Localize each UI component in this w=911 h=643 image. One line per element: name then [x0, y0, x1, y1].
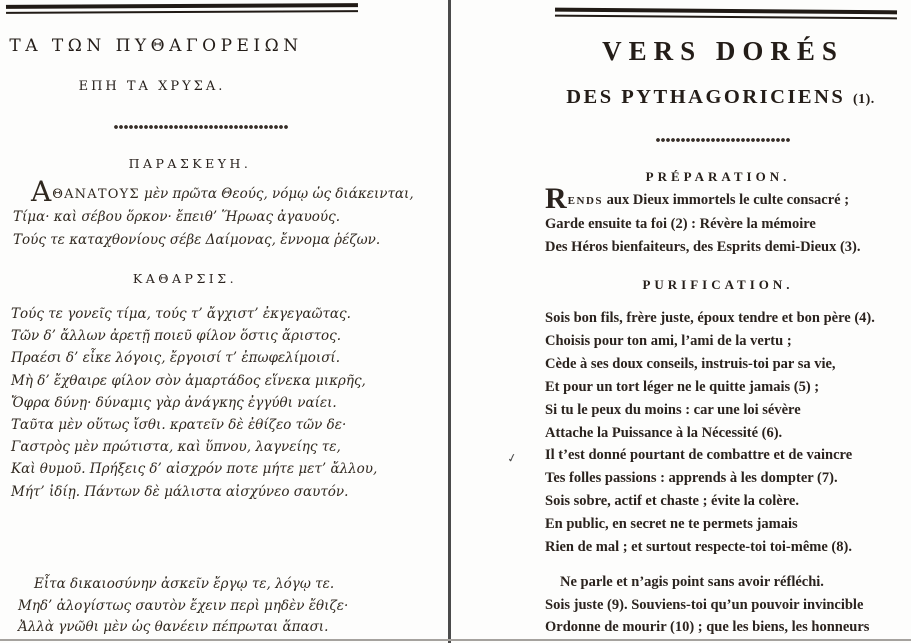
french-title-line1: VERS DORÉS	[602, 36, 844, 66]
section-heading-preparation: PRÉPARATION.	[645, 169, 791, 184]
greek-preparation-lines	[13, 206, 414, 252]
greek-katharsis-stanza1	[11, 303, 377, 503]
section-heading-purification: PURIFICATION.	[642, 277, 794, 292]
drop-cap: Α	[31, 175, 52, 208]
section-heading-katharsis: ΚΑΘΑΡΣΙΣ.	[132, 271, 238, 286]
verse-line: Ἀλλὰ γνῶθι μὲν ὡς θανέειν πέπρωται ἅπασι.	[18, 619, 329, 636]
verse-line: Τίμα· καὶ σέβου ὅρκον· ἔπειθ’ Ἥρωας ἀγαυούς.	[13, 209, 340, 225]
verse-line: Il t’est donné pourtant de combattre et de vaincre	[545, 447, 853, 464]
left-page-greek	[0, 0, 448, 643]
verse-line: Μὴ δ’ ἔχθαιρε φίλον σὸν ἁμαρτάδος εἵνεκα μικρῆς,	[11, 372, 366, 389]
verse-line: Attache la Puissance à la Nécessité (6).	[545, 424, 783, 441]
verse-line: Sois sobre, actif et chaste ; évite la colère.	[545, 493, 799, 510]
verse-line-rest: μὲν πρῶτα Θεούς, νόμῳ ὡς διάκεινται,	[139, 186, 414, 202]
squiggle-divider-left	[113, 124, 289, 130]
lead-caps: ENDS	[567, 195, 604, 207]
verse-line: Τούς τε γονεῖς τίμα, τούς τ’ ἄγχιστ’ ἐκγεγαῶτας.	[11, 306, 351, 322]
verse-line: Choisis pour ton ami, l’ami de la vertu ;	[545, 332, 792, 349]
verse-line: Πραέσι δ’ εἶκε λόγοις, ἔργοισί τ’ ἐπωφελίμοισί.	[11, 350, 341, 367]
verse-line: Sois bon fils, frère juste, époux tendre et bon père (4).	[545, 310, 875, 326]
verse-line	[545, 182, 861, 215]
top-rule-right	[555, 8, 897, 20]
verse-line: Ὄφρα δύνῃ· δύναμις γὰρ ἀνάγκης ἐγγύθι ναίει.	[11, 394, 337, 411]
squiggle-divider-right	[655, 137, 791, 143]
verse-line: Des Héros bienfaiteurs, des Esprits demi-Dieux (3).	[545, 239, 861, 255]
french-preparation-stanza	[545, 182, 861, 259]
verse-line: Ne parle et n’agis point sans avoir réfléchi.	[560, 574, 824, 590]
drop-cap: R	[545, 182, 567, 215]
right-page-french	[451, 0, 911, 643]
section-heading-paraskeui: ΠΑΡΑΣΚΕΥΗ.	[128, 156, 252, 171]
verse-line: Tes folles passions : apprends à les dompter (7).	[545, 470, 838, 487]
greek-title-line2: ΕΠΗ ΤΑ ΧΡΥΣΑ.	[78, 79, 226, 94]
french-title-text: DES PYTHAGORICIENS	[566, 86, 846, 108]
top-rule-left	[6, 3, 358, 14]
verse-line: Ταῦτα μὲν οὕτως ἴσθι. κρατεῖν δὲ ἐθίζεο τῶν δε·	[11, 417, 347, 434]
verse-line: Sois juste (9). Souviens-toi qu’un pouvoir invincible	[545, 596, 864, 613]
verse-line: Τούς τε καταχθονίους σέβε Δαίμονας, ἔννομα ῥέζων.	[13, 232, 381, 248]
handwritten-checkmark: ✓	[505, 450, 519, 466]
verse-line-rest: aux Dieux immortels le culte consacré ;	[603, 192, 850, 208]
french-purification-stanza2	[545, 571, 869, 639]
greek-title-line1: ΤΑ ΤΩΝ ΠΥΘΑΓΟΡΕΙΩΝ	[9, 36, 303, 56]
verse-line: Si tu le peux du moins : car une loi sévère	[545, 401, 801, 418]
french-title-line2	[548, 86, 893, 109]
lead-caps: ΘΑΝΑΤΟΥΣ	[52, 187, 140, 202]
verse-line: Εἶτα δικαιοσύνην ἀσκεῖν ἔργῳ τε, λόγῳ τε.	[34, 576, 335, 592]
verse-line: Γαστρὸς μὲν πρώτιστα, καὶ ὕπνου, λαγνείης τε,	[11, 439, 341, 456]
verse-line: Ordonne de mourir (10) ; que les biens, les honneurs	[545, 619, 870, 636]
greek-preparation-stanza	[13, 175, 414, 252]
french-purification-stanza1	[545, 307, 875, 559]
verse-line	[13, 175, 414, 208]
footnote-ref: (1).	[852, 92, 875, 107]
verse-line: Rien de mal ; et surtout respecte-toi toi-même (8).	[545, 539, 852, 556]
verse-line: Μήτ’ ἰδίῃ. Πάντων δὲ μάλιστα αἰσχύνεο σαυτόν.	[11, 483, 349, 500]
verse-line: Garde ensuite ta foi (2) : Révère la mémoire	[545, 216, 816, 232]
verse-line: Καὶ θυμοῦ. Πρήξεις δ’ αἰσχρόν ποτε μήτε μετ’ ἄλλου,	[11, 461, 378, 478]
french-preparation-lines	[545, 213, 861, 259]
verse-line: En public, en secret ne te permets jamais	[545, 516, 798, 533]
verse-line: Cède à ses doux conseils, instruis-toi par sa vie,	[545, 355, 836, 372]
greek-katharsis-stanza2	[18, 574, 348, 639]
verse-line: Μηδ’ ἀλογίστως σαυτὸν ἔχειν περὶ μηδὲν ἔθιζε·	[18, 597, 349, 614]
verse-line: Τῶν δ’ ἄλλων ἀρετῇ ποιεῦ φίλον ὅστις ἄριστος.	[11, 328, 342, 345]
verse-line: Et pour un tort léger ne le quitte jamais (5) ;	[545, 378, 820, 395]
scan-bottom-edge-line	[0, 639, 911, 641]
